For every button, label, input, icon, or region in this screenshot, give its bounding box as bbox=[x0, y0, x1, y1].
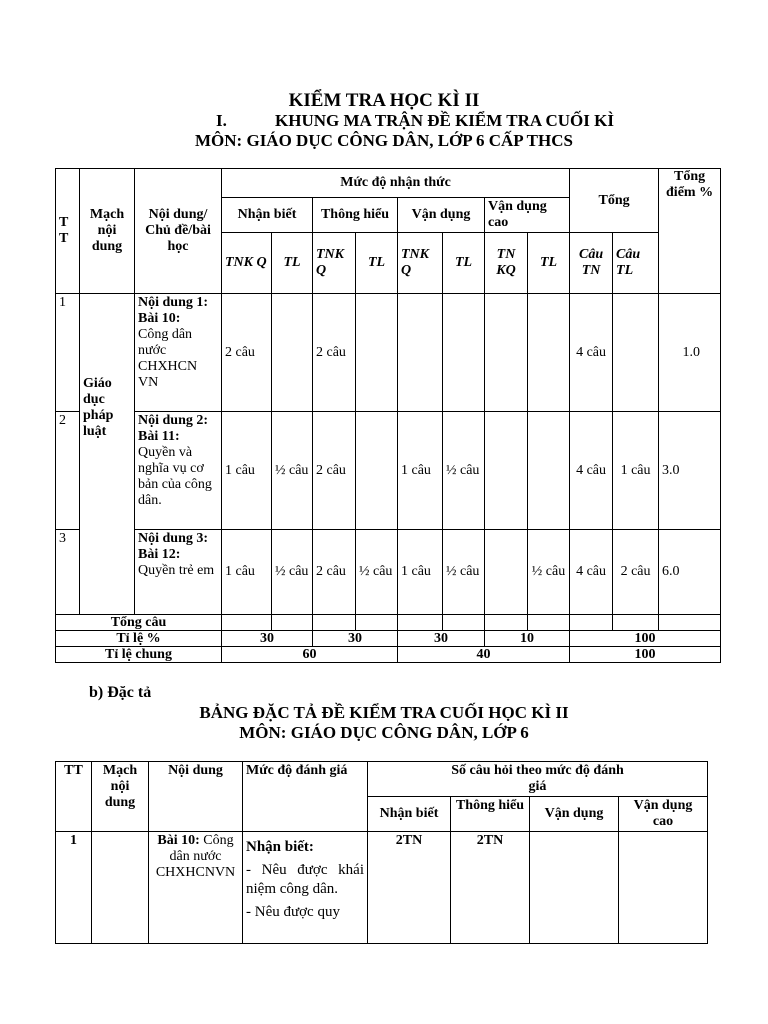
row3-diem: 6.0 bbox=[659, 530, 721, 615]
header-tnkq-nb: TNK Q bbox=[222, 233, 272, 294]
row1-diem: 1.0 bbox=[659, 294, 721, 412]
ti-le-th: 30 bbox=[313, 631, 398, 647]
row1-nb-tl bbox=[272, 294, 313, 412]
ti-le-vdc: 10 bbox=[485, 631, 570, 647]
row3-noidung bbox=[135, 530, 222, 615]
spec-header-vandung: Vận dụng bbox=[530, 797, 619, 832]
row3-bai: Bài 12: bbox=[138, 547, 181, 562]
ti-le-label: Tỉ lệ % bbox=[56, 631, 222, 647]
row2-bai: Bài 11: bbox=[138, 429, 180, 444]
row3-bai-text: Quyền trẻ em bbox=[138, 563, 215, 578]
row1-vdc-tl bbox=[528, 294, 570, 412]
tong-cau-cell bbox=[528, 615, 570, 631]
row3-vdc-tl: ½ câu bbox=[528, 530, 570, 615]
row1-cau-tl bbox=[613, 294, 659, 412]
spec-header-noidung: Nội dung bbox=[149, 762, 243, 832]
row3-tt: 3 bbox=[56, 530, 80, 615]
spec-row1-vd bbox=[530, 832, 619, 944]
ti-le-chung-tong: 100 bbox=[570, 647, 721, 663]
subject-line: MÔN: GIÁO DỤC CÔNG DÂN, LỚP 6 CẤP THCS bbox=[195, 131, 573, 150]
row2-tt: 2 bbox=[56, 412, 80, 530]
section-number: I. bbox=[216, 111, 227, 130]
row2-nb-tl: ½ câu bbox=[272, 412, 313, 530]
header-cau-tl: Câu TL bbox=[613, 233, 659, 294]
spec-row1-bai-text: Công dân nước CHXHCNVN bbox=[155, 833, 236, 880]
row3-nd-head: Nội dung 3: bbox=[138, 531, 209, 546]
spec-title: BẢNG ĐẶC TẢ ĐỀ KIỂM TRA CUỐI HỌC KÌ II bbox=[199, 703, 569, 722]
spec-desc-head: Nhận biết: bbox=[246, 839, 314, 855]
tong-cau-cell bbox=[222, 615, 272, 631]
spec-header-mucdo: Mức độ đánh giá bbox=[243, 762, 368, 832]
header-tong: Tổng bbox=[570, 169, 659, 233]
spec-subject: MÔN: GIÁO DỤC CÔNG DÂN, LỚP 6 bbox=[239, 723, 529, 742]
section-title: KHUNG MA TRẬN ĐỀ KIỂM TRA CUỐI KÌ bbox=[275, 111, 614, 130]
row2-bai-text: Quyền và nghĩa vụ cơ bản của công dân. bbox=[138, 445, 212, 508]
row1-nb-tn: 2 câu bbox=[222, 294, 272, 412]
row2-cau-tl: 1 câu bbox=[613, 412, 659, 530]
row3-nb-tn: 1 câu bbox=[222, 530, 272, 615]
spec-table bbox=[55, 761, 708, 944]
header-tl-th: TL bbox=[356, 233, 398, 294]
row2-diem: 3.0 bbox=[659, 412, 721, 530]
header-tt: T T bbox=[56, 169, 80, 294]
header-mach: Mạch nội dung bbox=[80, 169, 135, 294]
row2-nb-tn: 1 câu bbox=[222, 412, 272, 530]
row3-th-tl: ½ câu bbox=[356, 530, 398, 615]
row1-vd-tl bbox=[443, 294, 485, 412]
row2-cau-tn: 4 câu bbox=[570, 412, 613, 530]
row1-th-tl bbox=[356, 294, 398, 412]
header-mucdo: Mức độ nhận thức bbox=[222, 169, 570, 198]
row1-tt: 1 bbox=[56, 294, 80, 412]
tong-cau-label: Tổng câu bbox=[56, 615, 222, 631]
row2-vd-tl: ½ câu bbox=[443, 412, 485, 530]
ti-le-vd: 30 bbox=[398, 631, 485, 647]
header-tl-nb: TL bbox=[272, 233, 313, 294]
row1-bai-text: Công dân nước CHXHCN VN bbox=[138, 327, 198, 390]
row2-vd-tn: 1 câu bbox=[398, 412, 443, 530]
matrix-table bbox=[55, 168, 721, 663]
spec-desc-2: - Nêu được quy bbox=[246, 904, 340, 920]
ti-le-nb: 30 bbox=[222, 631, 313, 647]
tong-cau-cell bbox=[659, 615, 721, 631]
row2-vdc-tl bbox=[528, 412, 570, 530]
spec-row1-th: 2TN bbox=[451, 832, 530, 944]
header-nhanbiet: Nhận biết bbox=[222, 198, 313, 233]
header-tl-vd: TL bbox=[443, 233, 485, 294]
row1-bai: Bài 10: bbox=[138, 311, 181, 326]
tong-cau-cell bbox=[613, 615, 659, 631]
row2-th-tl bbox=[356, 412, 398, 530]
row1-cau-tn: 4 câu bbox=[570, 294, 613, 412]
tong-cau-cell bbox=[356, 615, 398, 631]
row1-vdc-tn bbox=[485, 294, 528, 412]
spec-header-thonghieu: Thông hiểu bbox=[451, 797, 530, 832]
spec-row1-mach bbox=[92, 832, 149, 944]
spec-row1-vdc bbox=[619, 832, 708, 944]
row3-nb-tl: ½ câu bbox=[272, 530, 313, 615]
row3-cau-tn: 4 câu bbox=[570, 530, 613, 615]
row2-th-tn: 2 câu bbox=[313, 412, 356, 530]
spec-row1-mucdo bbox=[243, 832, 368, 944]
header-vandungcao: Vận dụng cao bbox=[485, 198, 570, 233]
section-b-heading: b) Đặc tả bbox=[89, 684, 152, 701]
row2-vdc-tn bbox=[485, 412, 528, 530]
header-tongdiem: Tổng điểm % bbox=[659, 169, 721, 294]
header-tnkq-vd: TNK Q bbox=[398, 233, 443, 294]
header-noidung: Nội dung/ Chủ đề/bài học bbox=[135, 169, 222, 294]
spec-row1-noidung bbox=[149, 832, 243, 944]
row1-th-tn: 2 câu bbox=[313, 294, 356, 412]
header-thonghieu: Thông hiểu bbox=[313, 198, 398, 233]
main-title: KIỂM TRA HỌC KÌ II bbox=[288, 90, 480, 111]
row1-nd-head: Nội dung 1: bbox=[138, 295, 209, 310]
row2-nd-head: Nội dung 2: bbox=[138, 413, 209, 428]
row3-vd-tl: ½ câu bbox=[443, 530, 485, 615]
tong-cau-cell bbox=[313, 615, 356, 631]
mach-noi-dung-cell: Giáo dục pháp luật bbox=[80, 294, 135, 615]
row1-noidung bbox=[135, 294, 222, 412]
spec-header-vandungcao: Vận dụng cao bbox=[619, 797, 708, 832]
tong-cau-cell bbox=[443, 615, 485, 631]
spec-header-mach: Mạch nội dung bbox=[92, 762, 149, 832]
spec-row1-tt: 1 bbox=[56, 832, 92, 944]
spec-row1-bai: Bài 10: bbox=[157, 833, 200, 848]
spec-header-nhanbiet: Nhận biết bbox=[368, 797, 451, 832]
row2-noidung bbox=[135, 412, 222, 530]
ti-le-tong: 100 bbox=[570, 631, 721, 647]
tong-cau-cell bbox=[570, 615, 613, 631]
tong-cau-cell bbox=[398, 615, 443, 631]
header-tnkq-th: TNK Q bbox=[313, 233, 356, 294]
header-tnkq-vdc: TN KQ bbox=[485, 233, 528, 294]
tong-cau-cell bbox=[272, 615, 313, 631]
row3-cau-tl: 2 câu bbox=[613, 530, 659, 615]
header-tl-vdc: TL bbox=[528, 233, 570, 294]
row3-th-tn: 2 câu bbox=[313, 530, 356, 615]
row3-vd-tn: 1 câu bbox=[398, 530, 443, 615]
header-vandung: Vận dụng bbox=[398, 198, 485, 233]
ti-le-chung-label: Tỉ lệ chung bbox=[56, 647, 222, 663]
ti-le-chung-1: 60 bbox=[222, 647, 398, 663]
tong-cau-cell bbox=[485, 615, 528, 631]
row1-vd-tn bbox=[398, 294, 443, 412]
header-cau-tn: Câu TN bbox=[570, 233, 613, 294]
spec-header-socau: Số câu hỏi theo mức độ đánh giá bbox=[368, 762, 708, 797]
spec-header-tt: TT bbox=[56, 762, 92, 832]
spec-desc-1: - Nêu được khái niệm công dân. bbox=[246, 862, 364, 897]
row3-vdc-tn bbox=[485, 530, 528, 615]
spec-row1-nb: 2TN bbox=[368, 832, 451, 944]
ti-le-chung-2: 40 bbox=[398, 647, 570, 663]
